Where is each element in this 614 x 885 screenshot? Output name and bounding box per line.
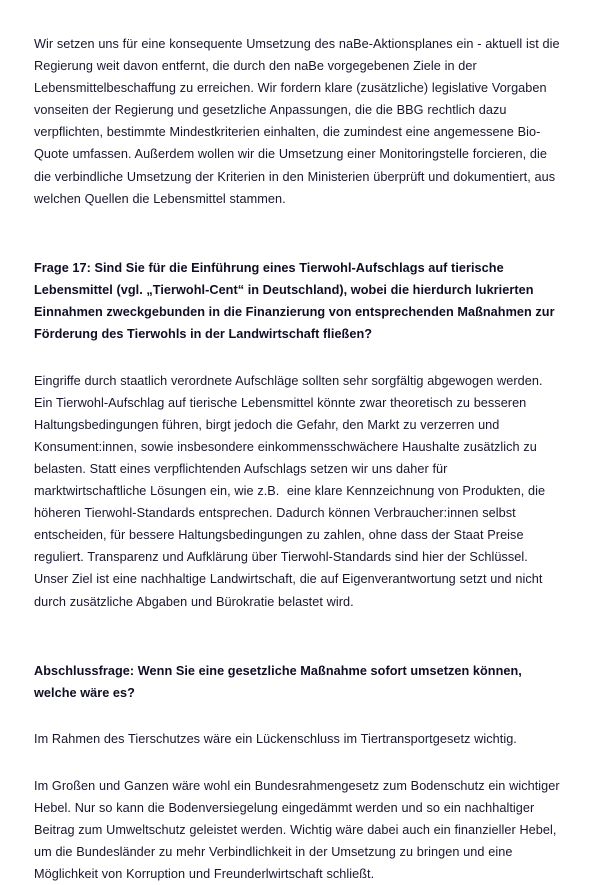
block-spacer: [34, 346, 561, 370]
block-spacer: [34, 233, 561, 257]
intro-paragraph: Wir setzen uns für eine konsequente Umsetzung des naBe-Aktionsplanes ein - aktuell ist die Regierung weit davon entfernt, die durch den naBe vorgegebenen Ziele in der Lebensmittelbeschaffung zu erreichen. Wir fordern klare (zusätzliche) legislative Vorgaben vonseiten der Regierung und gesetzliche Anpassungen, die die BBG rechtlich dazu verpflichten, bestimmte Mindestkriterien einhalten, die zumindest eine angemessene Bio-Quote umfassen. Außerdem wollen wir die Umsetzung einer Monitoringstelle forcieren, die die verbindliche Umsetzung der Kriterien in den Ministerien überprüft und dokumentiert, aus welchen Quellen die Lebensmittel stammen.: [34, 37, 564, 206]
block-spacer: [34, 613, 561, 637]
final-answer-paragraph-1: Im Rahmen des Tierschutzes wäre ein Lückenschluss im Tiertransportgesetz wichtig.: [34, 732, 517, 747]
question-17-heading: Frage 17: Sind Sie für die Einführung eines Tierwohl-Aufschlags auf tierische Lebensmittel (vgl. „Tierwohl-Cent“ in Deutschland), wobei die hierdurch lukrierten Einnahmen zweckgebunden in die Finanzierung von entsprechenden Maßnahmen zur Förderung des Tierwohls in der Landwirtschaft fließen?: [34, 260, 559, 342]
answer-17-paragraph: Eingriffe durch staatlich verordnete Aufschläge sollten sehr sorgfältig abgewogen werden. Ein Tierwohl-Aufschlag auf tierische Lebensmittel könnte zwar theoretisch zu besseren Haltungsbedingungen führen, birgt jedoch die Gefahr, den Markt zu verzerren und Konsument:innen, sowie insbesondere einkommensschwächere Haushalte zusätzlich zu belasten. Statt eines verpflichtenden Aufschlags setzen wir uns daher für marktwirtschaftliche Lösungen ein, wie z.B. eine klare Kennzeichnung von Produkten, die höheren Tierwohl-Standards entsprechen. Dadurch können Verbraucher:innen selbst entscheiden, für bessere Haltungsbedingungen zu zahlen, ohne dass der Staat Preise reguliert. Transparenz und Aufklärung über Tierwohl-Standards sind hier der Schlüssel. Unser Ziel ist eine nachhaltige Landwirtschaft, die auf Eigenverantwortung setzt und nicht durch zusätzliche Abgaben und Bürokratie belastet wird.: [34, 373, 549, 609]
block-spacer: [34, 636, 561, 660]
block-spacer: [34, 210, 561, 234]
block-spacer: [34, 751, 561, 775]
document-body: [34, 33, 564, 885]
final-question-heading: Abschlussfrage: Wenn Sie eine gesetzliche Maßnahme sofort umsetzen können, welche wäre es?: [34, 663, 526, 700]
final-answer-paragraph-2: Im Großen und Ganzen wäre wohl ein Bundesrahmengesetz zum Bodenschutz ein wichtiger Hebel. Nur so kann die Bodenversiegelung eingedämmt werden und so ein nachhaltiger Beitrag zum Umweltschutz geleistet werden. Wichtig wäre dabei auch ein finanzieller Hebel, um die Bundesländer zu mehr Verbindlichkeit in der Umsetzung zu bringen und eine Möglichkeit von Korruption und Freunderlwirtschaft schließt.: [34, 778, 564, 882]
block-spacer: [34, 705, 561, 729]
